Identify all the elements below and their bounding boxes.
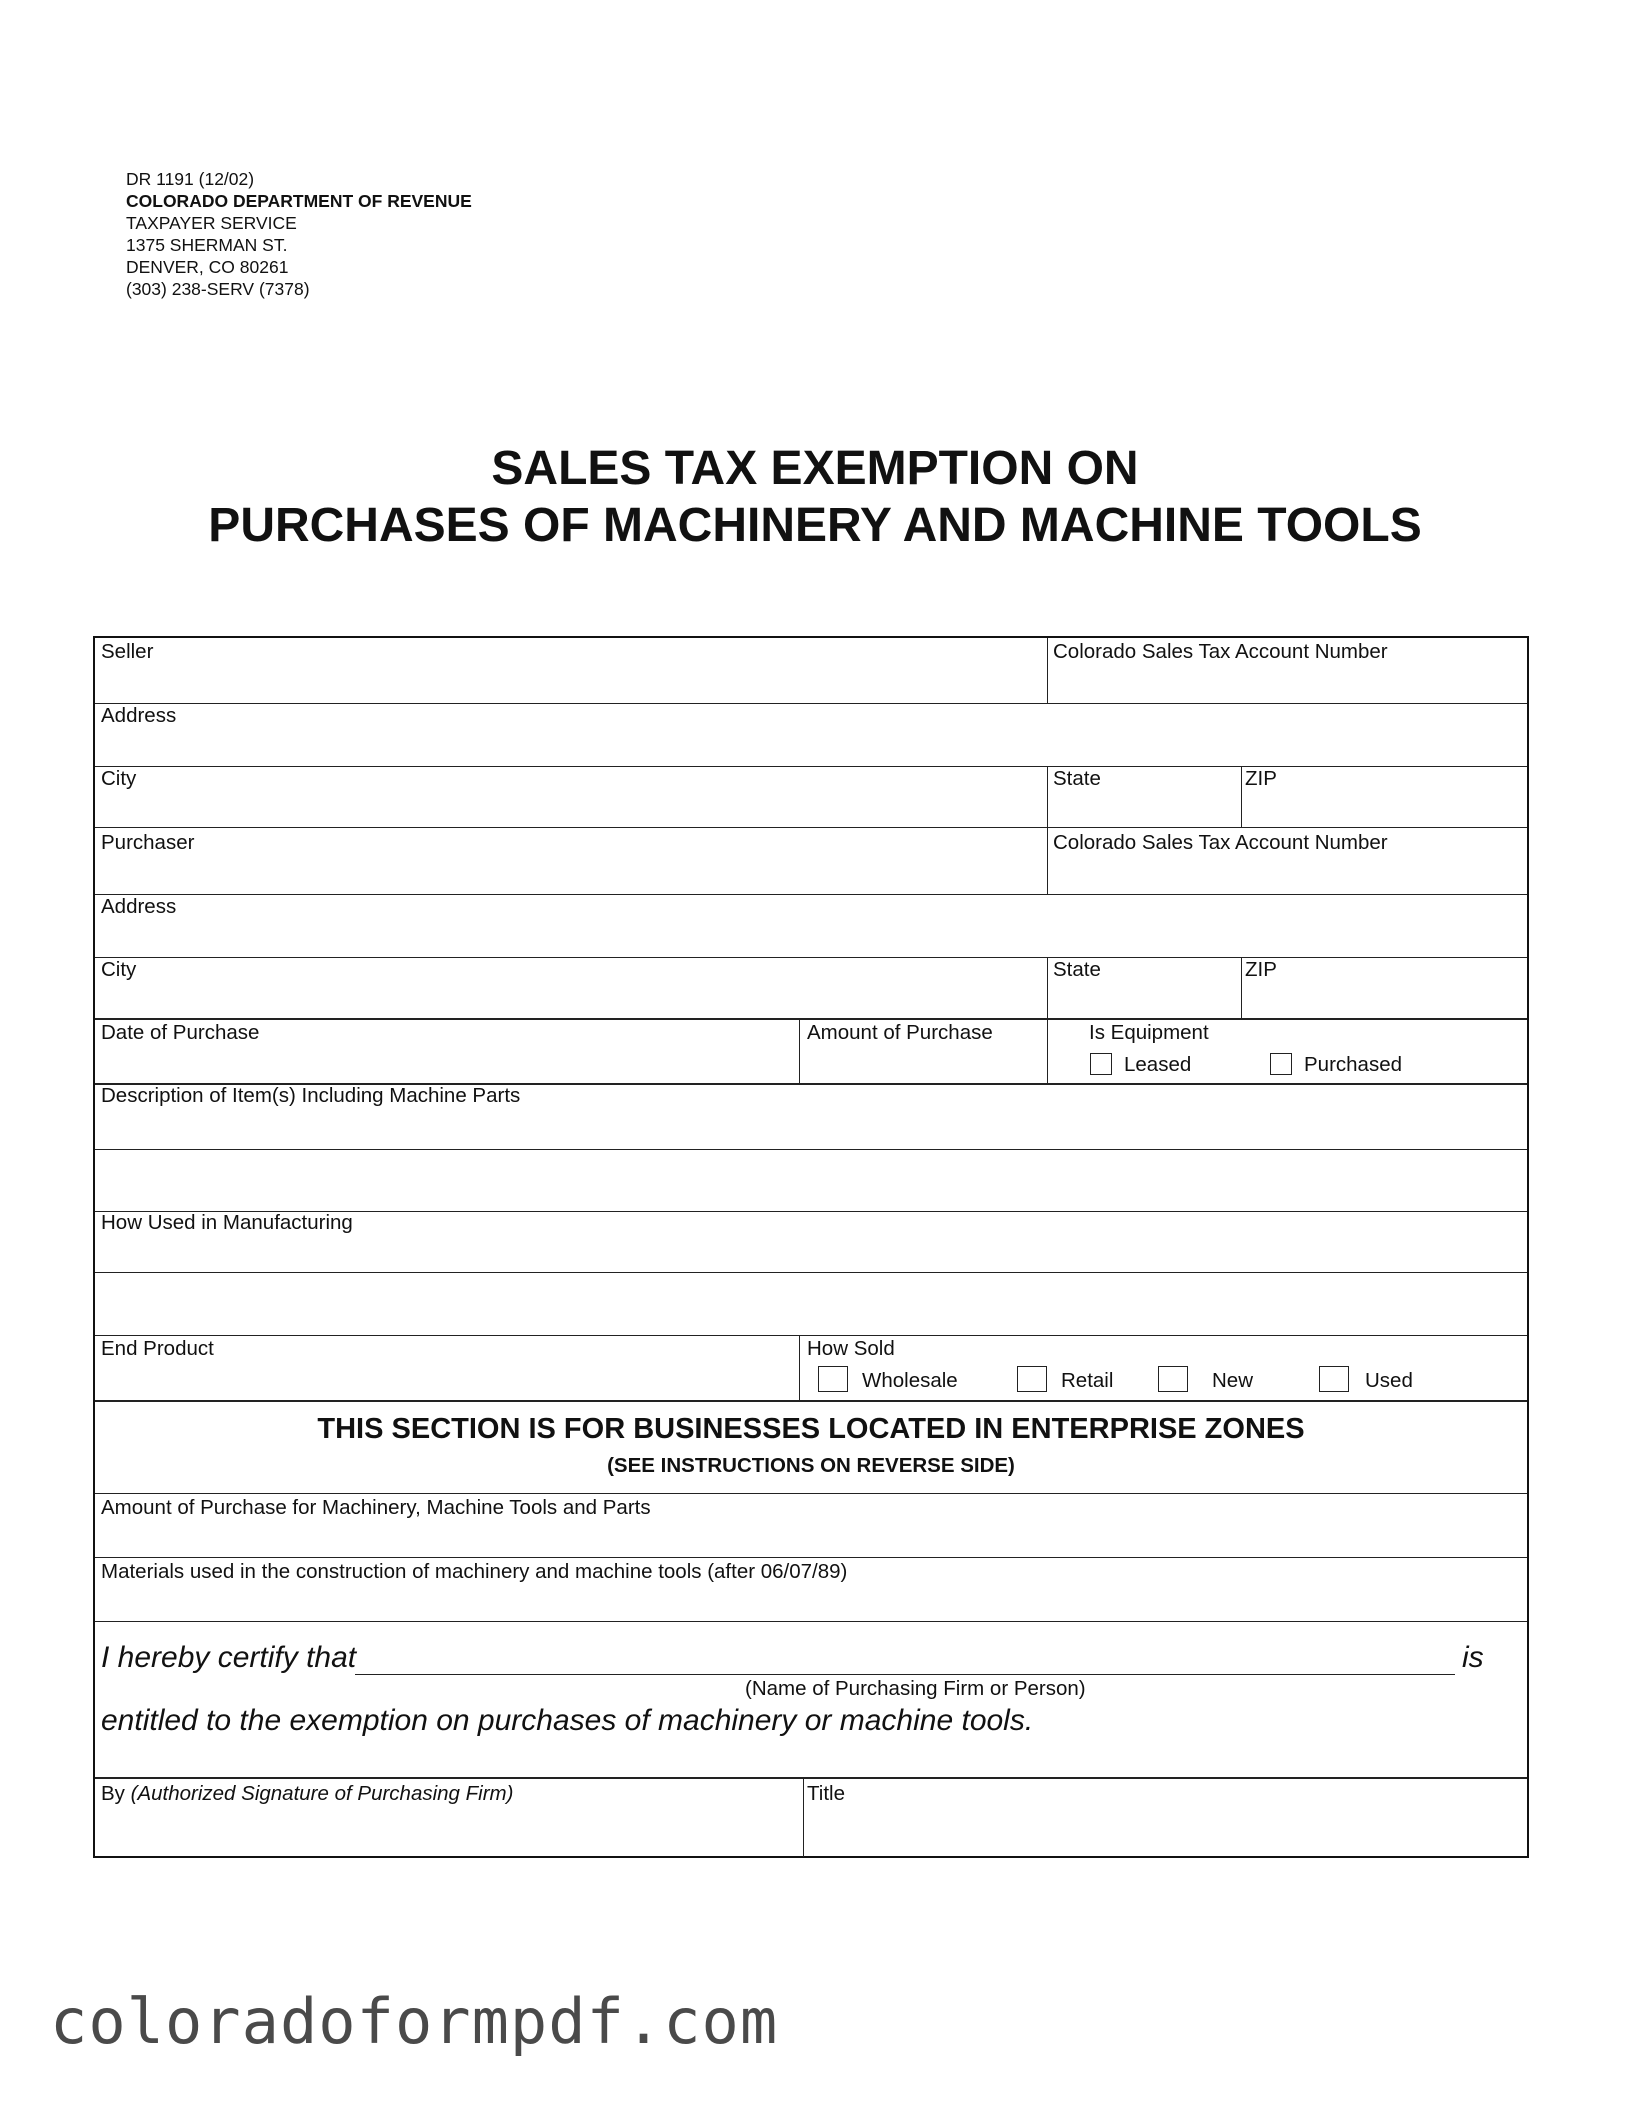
- purchased-label: Purchased: [1304, 1053, 1403, 1076]
- city-address: DENVER, CO 80261: [126, 257, 289, 277]
- purchaser-city-label: City: [101, 958, 137, 981]
- materials-label: Materials used in the construction of machinery and machine tools (after 06/07/89): [101, 1560, 848, 1583]
- is-equipment-label: Is Equipment: [1089, 1021, 1209, 1044]
- amount-machinery-label: Amount of Purchase for Machinery, Machine Tools and Parts: [101, 1496, 651, 1519]
- exemption-form: [93, 636, 1529, 1858]
- column-divider: [1047, 766, 1048, 827]
- how-sold-label: How Sold: [807, 1337, 895, 1360]
- row-divider: [95, 1272, 1527, 1273]
- column-divider: [799, 1335, 800, 1400]
- certify-line-2: entitled to the exemption on purchases of machinery or machine tools.: [101, 1704, 1034, 1737]
- new-checkbox[interactable]: [1158, 1366, 1188, 1392]
- certify-lead-text: I hereby certify that: [101, 1641, 357, 1674]
- wholesale-checkbox[interactable]: [818, 1366, 848, 1392]
- purchaser-account-label: Colorado Sales Tax Account Number: [1053, 831, 1388, 854]
- row-divider: [95, 1493, 1527, 1494]
- seller-address-label: Address: [101, 704, 177, 727]
- street-address: 1375 SHERMAN ST.: [126, 235, 288, 255]
- purchaser-address-label: Address: [101, 895, 177, 918]
- column-divider: [1047, 957, 1048, 1018]
- enterprise-zone-heading: THIS SECTION IS FOR BUSINESSES LOCATED IN ENTERPRISE ZONES: [317, 1413, 1305, 1445]
- purchased-checkbox[interactable]: [1270, 1053, 1292, 1075]
- amount-of-purchase-label: Amount of Purchase: [807, 1021, 993, 1044]
- row-divider: [95, 1335, 1527, 1336]
- title-line-1: SALES TAX EXEMPTION ON: [491, 442, 1139, 495]
- signature-label: [101, 1782, 513, 1806]
- description-label: Description of Item(s) Including Machine Parts: [101, 1084, 521, 1107]
- form-number: DR 1191 (12/02): [126, 169, 255, 189]
- row-divider: [95, 703, 1527, 704]
- used-checkbox[interactable]: [1319, 1366, 1349, 1392]
- department-name: COLORADO DEPARTMENT OF REVENUE: [126, 191, 472, 211]
- phone-number: (303) 238-SERV (7378): [126, 279, 310, 299]
- date-of-purchase-label: Date of Purchase: [101, 1021, 260, 1044]
- row-divider: [95, 957, 1527, 958]
- form-header: [126, 168, 472, 300]
- wholesale-label: Wholesale: [862, 1369, 958, 1392]
- seller-city-label: City: [101, 767, 137, 790]
- seller-state-label: State: [1053, 767, 1101, 790]
- title-line-2: PURCHASES OF MACHINERY AND MACHINE TOOLS: [208, 499, 1422, 552]
- column-divider: [1241, 766, 1242, 827]
- column-divider: [1047, 827, 1048, 894]
- column-divider: [799, 1018, 800, 1083]
- leased-label: Leased: [1124, 1053, 1192, 1076]
- purchaser-label: Purchaser: [101, 831, 195, 854]
- by-label: By: [101, 1782, 131, 1805]
- purchaser-state-label: State: [1053, 958, 1101, 981]
- seller-zip-label: ZIP: [1245, 767, 1277, 790]
- seller-account-label: Colorado Sales Tax Account Number: [1053, 640, 1388, 663]
- column-divider: [1047, 1018, 1048, 1083]
- leased-checkbox[interactable]: [1090, 1053, 1112, 1075]
- row-divider: [95, 1149, 1527, 1150]
- row-divider: [95, 1777, 1527, 1779]
- how-used-label: How Used in Manufacturing: [101, 1211, 353, 1234]
- new-label: New: [1212, 1369, 1254, 1392]
- retail-label: Retail: [1061, 1369, 1114, 1392]
- row-divider: [95, 827, 1527, 828]
- authorized-signature-note: (Authorized Signature of Purchasing Firm): [130, 1782, 514, 1805]
- title-label: Title: [807, 1782, 845, 1805]
- purchasing-firm-name-line[interactable]: [355, 1674, 1455, 1675]
- certify-tail-text: is: [1462, 1641, 1484, 1674]
- enterprise-zone-subheading: (SEE INSTRUCTIONS ON REVERSE SIDE): [607, 1454, 1015, 1477]
- row-divider: [95, 1400, 1527, 1402]
- watermark: coloradoformpdf.com: [50, 1985, 779, 2058]
- column-divider: [803, 1777, 804, 1857]
- row-divider: [95, 894, 1527, 895]
- retail-checkbox[interactable]: [1017, 1366, 1047, 1392]
- row-divider: [95, 1018, 1527, 1020]
- seller-label: Seller: [101, 640, 154, 663]
- row-divider: [95, 1621, 1527, 1622]
- column-divider: [1241, 957, 1242, 1018]
- used-label: Used: [1365, 1369, 1413, 1392]
- purchasing-firm-caption: (Name of Purchasing Firm or Person): [745, 1677, 1086, 1700]
- column-divider: [1047, 638, 1048, 703]
- end-product-label: End Product: [101, 1337, 214, 1360]
- purchaser-zip-label: ZIP: [1245, 958, 1277, 981]
- service-name: TAXPAYER SERVICE: [126, 213, 297, 233]
- page-title: [0, 440, 1630, 554]
- row-divider: [95, 1557, 1527, 1558]
- row-divider: [95, 766, 1527, 767]
